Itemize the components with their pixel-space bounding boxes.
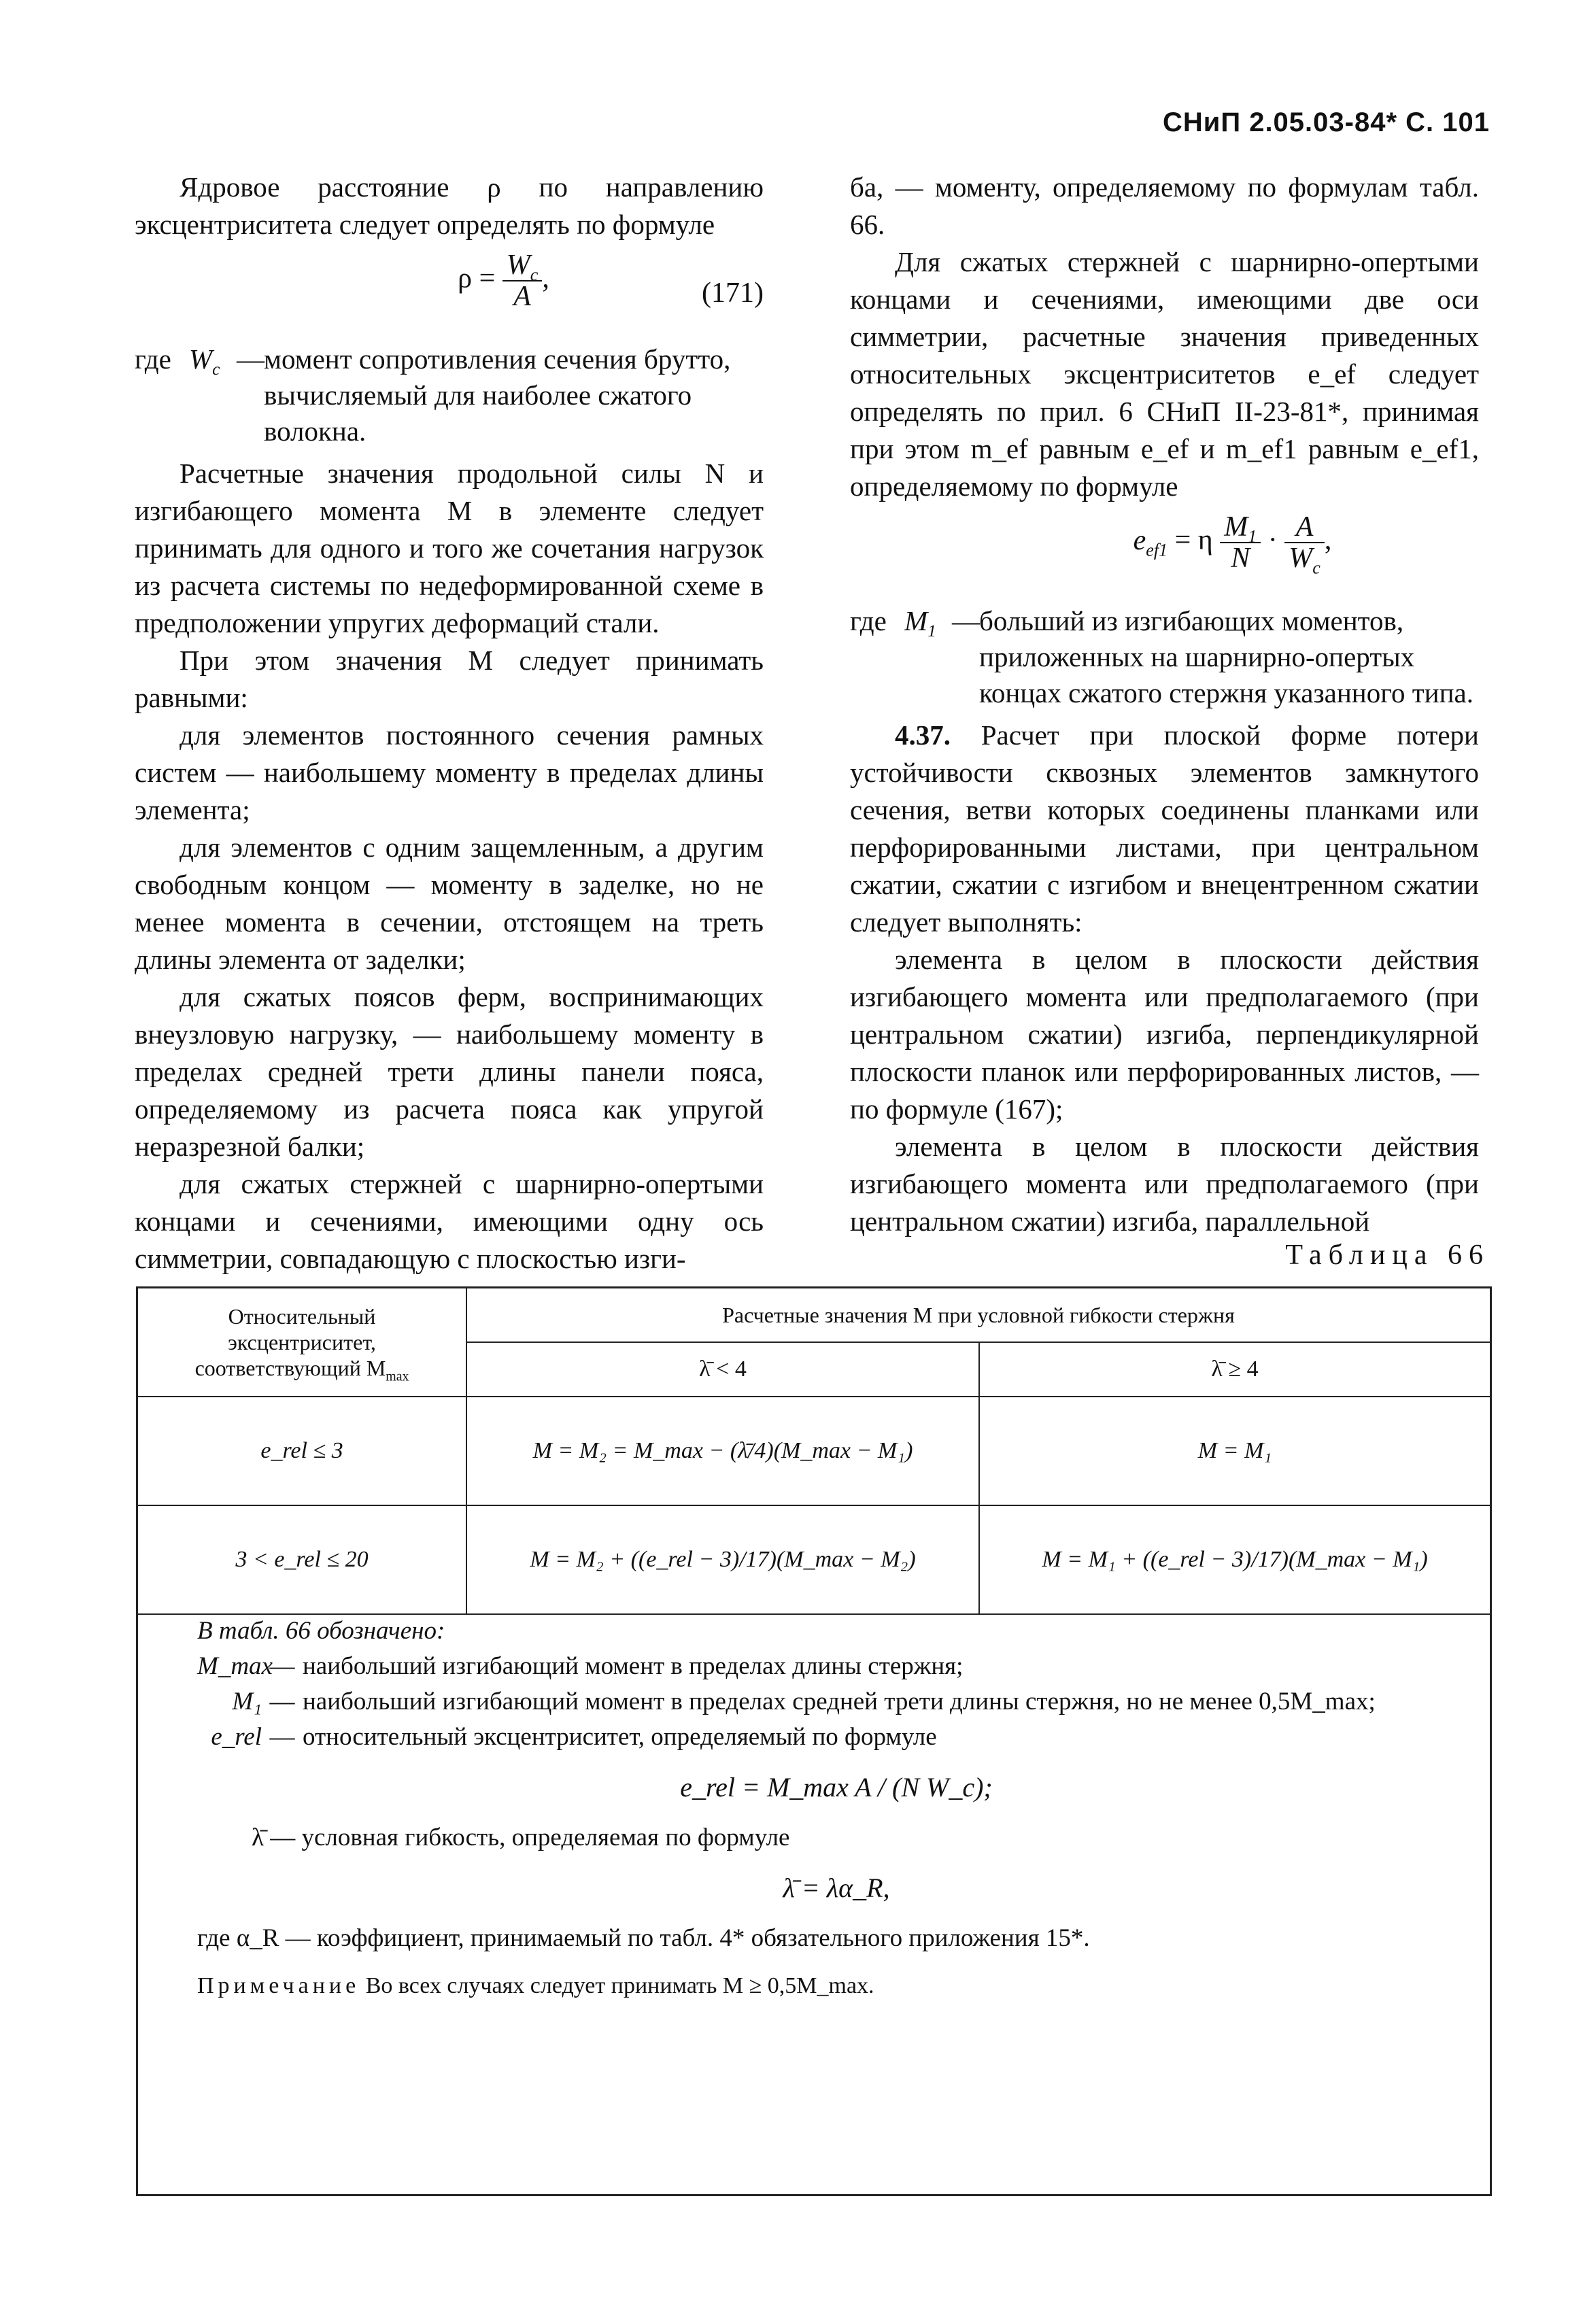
- formula-number: (171): [702, 277, 764, 309]
- where-word: где: [850, 605, 887, 636]
- legend-item: M₁ — наибольший изгибающий момент в пределах средней трети длины стержня, но не менее 0,5M_max;: [197, 1686, 1476, 1718]
- formula-fraction: [502, 250, 543, 311]
- paragraph: Для сжатых стержней с шарнирно-опертыми концами и сечениями, имеющими две оси симметрии, расчетные значения приведенных относительных эксцентриситетов e_ef следует определять по прил. 6 СНиП II-23-81*, принимая при этом m_ef равным e_ef и m_ef1 равным e_ef1, определяемому по формуле: [850, 246, 1479, 502]
- where-text: больший из изгибающих моментов, приложенных на шарнирно-опертых концах сжатого стержня указанного типа.: [979, 605, 1474, 708]
- table-header-lambda-lt4: λ̄ < 4: [467, 1343, 980, 1397]
- table-header-span: Расчетные значения M при условной гибкости стержня: [467, 1288, 1490, 1343]
- page-header: СНиП 2.05.03-84* С. 101: [1162, 107, 1490, 137]
- table-row-1-ge4: M = M₁: [980, 1397, 1490, 1506]
- where-clause: [135, 341, 764, 449]
- table-row-1-lt4: M = M₂ = M_max − (λ̄/4)(M_max − M₁): [467, 1397, 980, 1506]
- where-dash: —: [237, 343, 265, 375]
- note-label: Примечание: [197, 1973, 360, 1998]
- paragraph: для элементов с одним защемленным, а другим свободным концом — моменту в заделке, но не менее момента в сечении, отстоящем на треть длины элемента от заделки;: [135, 832, 764, 975]
- paragraph: Ядровое расстояние ρ по направлению эксцентриситета следует определять по формуле: [135, 171, 764, 240]
- table-row-2-lt4: M = M₂ + ((e_rel − 3)/17)(M_max − M₂): [467, 1506, 980, 1615]
- table-notes: [197, 1615, 1476, 2002]
- denominator: A: [513, 281, 531, 313]
- formula-dot: ·: [1267, 524, 1278, 556]
- where-symbol: $M_1$: [904, 605, 936, 641]
- right-column: [850, 169, 1479, 1240]
- formula-tail: ,: [542, 262, 549, 294]
- lambda-formula: λ̄ = λα_R,: [783, 1873, 890, 1903]
- formula-tail: ,: [1324, 524, 1332, 556]
- legend-item: e_rel — относительный эксцентриситет, определяемый по формуле: [197, 1721, 1476, 1754]
- formula-fraction: $\frac{A}{W_c}$: [1284, 512, 1325, 573]
- section-number: 4.37.: [895, 719, 951, 751]
- section-paragraph: [850, 717, 1479, 941]
- table-header-eccentricity: Относительный эксцентриситет, соответствующий $M_{max}$: [138, 1288, 467, 1397]
- legend-text: наибольший изгибающий момент в пределах средней трети длины стержня, но не менее 0,5M_max;: [303, 1688, 1376, 1715]
- lambda-symbol: λ̄: [252, 1824, 264, 1851]
- formula-lhs: ρ =: [458, 262, 496, 294]
- formula-eef1: [850, 512, 1479, 594]
- where-word: где: [135, 343, 171, 375]
- legend-text: наибольший изгибающий момент в пределах длины стержня;: [303, 1652, 964, 1680]
- formula-171: [135, 250, 764, 332]
- numerator: W: [506, 250, 530, 281]
- paragraph: для сжатых поясов ферм, воспринимающих внеузловую нагрузку, — наибольшему моменту в пределах средней трети длины панели пояса, определяемому из расчета пояса как упругой неразрезной балки;: [135, 981, 764, 1162]
- legend-item: M_max — наибольший изгибающий момент в пределах длины стержня;: [197, 1650, 1476, 1683]
- table-header-lambda-ge4: λ̄ ≥ 4: [980, 1343, 1490, 1397]
- legend-symbol: M₁: [232, 1688, 262, 1715]
- paragraph: элемента в целом в плоскости действия изгибающего момента или предполагаемого (при центральном сжатии) изгиба, перпендикулярной плоскости планок или перфорированных листов, — по формуле (167);: [850, 944, 1479, 1125]
- section-text: Расчет при плоской форме потери устойчивости сквозных элементов замкнутого сечения, ветви которых соединены планками или перфорированными листами, при центральном сжатии, сжатии с изгибом и внецентренном сжатии следует выполнять:: [850, 719, 1479, 938]
- paragraph: При этом значения M следует принимать равными:: [135, 645, 764, 713]
- table-caption: Таблица 66: [1285, 1240, 1490, 1271]
- table-row-1-condition: e_rel ≤ 3: [138, 1397, 467, 1506]
- where-text: момент сопротивления сечения брутто, вычисляемый для наиболее сжатого волокна.: [264, 343, 731, 447]
- lambda-definition: [197, 1822, 1476, 1854]
- note-text: Во всех случаях следует принимать M ≥ 0,5M_max.: [365, 1973, 874, 1998]
- table-row-2-ge4: M = M₁ + ((e_rel − 3)/17)(M_max − M₁): [980, 1506, 1490, 1615]
- where-dash: —: [952, 605, 980, 636]
- left-column: [135, 169, 764, 1278]
- paragraph: для сжатых стержней с шарнирно-опертыми концами и сечениями, имеющими одну ось симметрии, совпадающую с плоскостью изги-: [135, 1168, 764, 1274]
- erel-formula: e_rel = M_max A / (N W_c);: [680, 1772, 993, 1802]
- paragraph: для элементов постоянного сечения рамных систем — наибольшему моменту в пределах длины элемента;: [135, 719, 764, 825]
- table-row-2-condition: 3 < e_rel ≤ 20: [138, 1506, 467, 1615]
- table-note: [197, 1970, 1476, 2002]
- formula-lhs: $e_{ef1}$: [1133, 524, 1168, 560]
- subscript: c: [530, 264, 539, 285]
- legend-symbol: M_max: [197, 1652, 273, 1680]
- lambda-text: — условная гибкость, определяемая по формуле: [270, 1824, 790, 1851]
- notes-intro: В табл. 66 обозначено:: [197, 1617, 445, 1645]
- formula-fraction: $\frac{M_1}{N}$: [1220, 512, 1261, 573]
- legend-symbol: e_rel: [211, 1723, 262, 1751]
- where-clause: [850, 603, 1479, 711]
- paragraph: ба, — моменту, определяемому по формулам табл. 66.: [850, 171, 1479, 240]
- where-symbol: $W_c$: [189, 343, 220, 379]
- legend-text: относительный эксцентриситет, определяемый по формуле: [303, 1723, 937, 1751]
- formula-eq: = η: [1174, 524, 1213, 556]
- paragraph: элемента в целом в плоскости действия изгибающего момента или предполагаемого (при центральном сжатии) изгиба, параллельной: [850, 1131, 1479, 1237]
- alpha-definition: где α_R — коэффициент, принимаемый по табл. 4* обязательного приложения 15*.: [197, 1924, 1090, 1952]
- paragraph: Расчетные значения продольной силы N и изгибающего момента M в элементе следует принимать для одного и того же сочетания нагрузок из расчета системы по недеформированной схеме в предположении упругих деформаций стали.: [135, 458, 764, 638]
